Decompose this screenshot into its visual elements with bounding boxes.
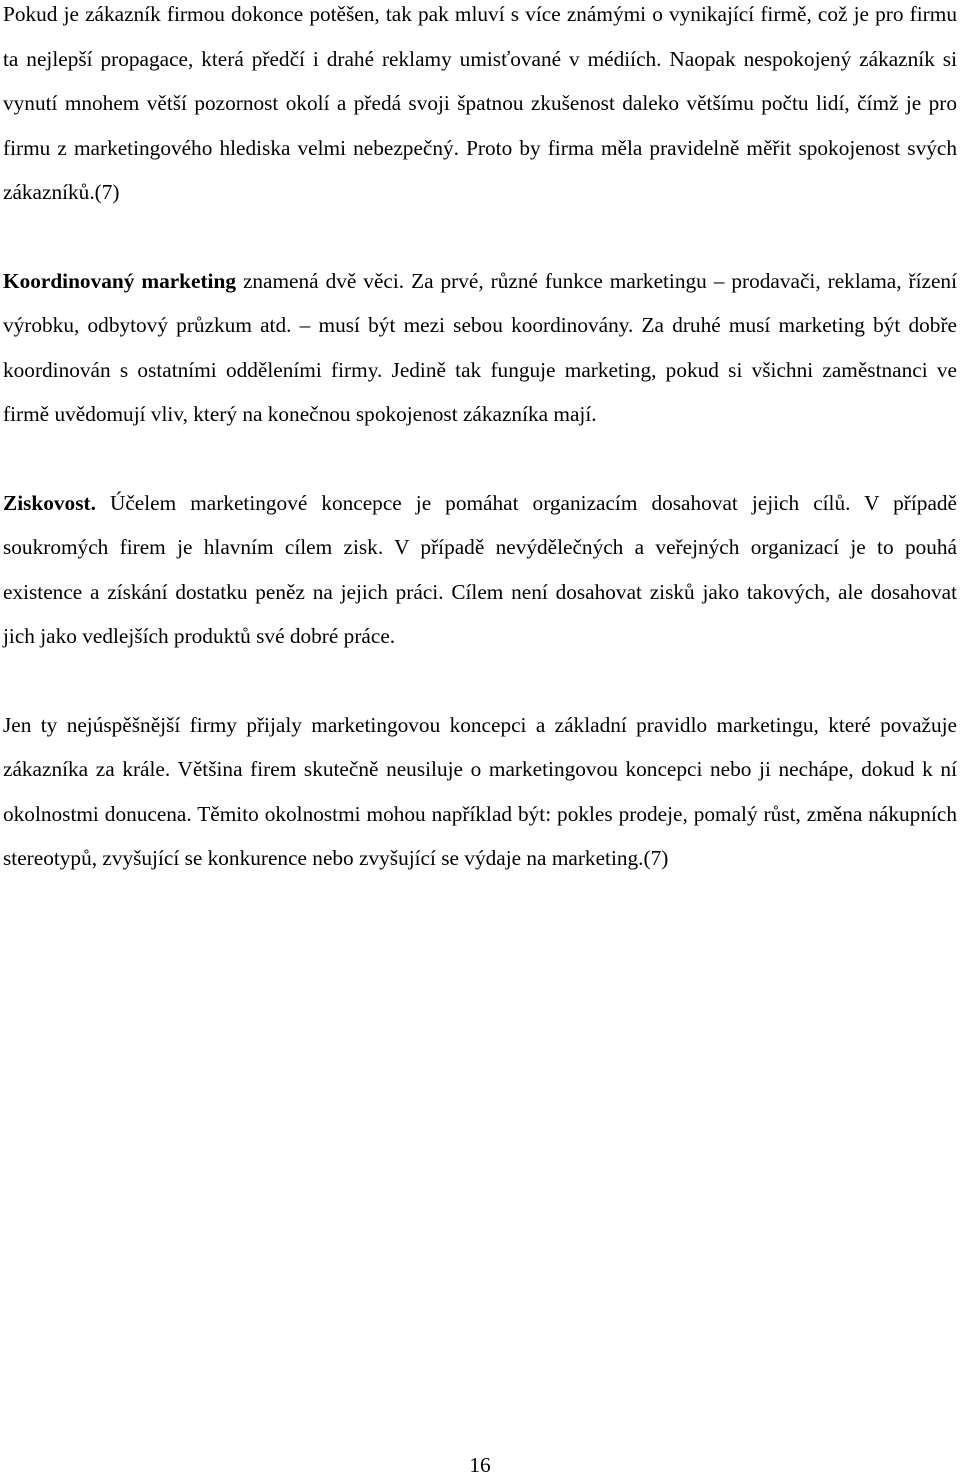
paragraph-adoption: [3, 703, 957, 881]
paragraph-heading: Koordinovaný marketing: [3, 268, 236, 293]
paragraph-text: Jen ty nejúspěšnější firmy přijaly marketingovou koncepci a základní pravidlo marketingu, které považuje zákazníka za krále. Většina firem skutečně neusiluje o marketingovou koncepci nebo ji nechápe, dokud k ní okolnostmi donucena. Těmito okolnostmi mohou například být: pokles prodeje, pomalý růst, změna nákupních stereotypů, zvyšující se konkurence nebo zvyšující se výdaje na marketing.(7): [3, 712, 957, 870]
paragraph-heading: Ziskovost.: [3, 490, 96, 515]
paragraph-profitability: [3, 481, 957, 659]
paragraph-text: znamená dvě věci. Za prvé, různé funkce marketingu – prodavači, reklama, řízení výrobku, odbytový průzkum atd. – musí být mezi sebou koordinovány. Za druhé musí marketing být dobře koordinován s ostatními odděleními firmy. Jedině tak funguje marketing, pokud si všichni zaměstnanci ve firmě uvědomují vliv, který na konečnou spokojenost zákazníka mají.: [3, 268, 957, 426]
paragraph-text: Účelem marketingové koncepce je pomáhat organizacím dosahovat jejich cílů. V případě soukromých firem je hlavním cílem zisk. V případě nevýdělečných a veřejných organizací je to pouhá existence a získání dostatku peněz na jejich práci. Cílem není dosahovat zisků jako takových, ale dosahovat jich jako vedlejších produktů své dobré práce.: [3, 490, 957, 648]
document-body: [3, 0, 957, 881]
page-number: 16: [469, 1453, 491, 1477]
paragraph-coordinated-marketing: [3, 259, 957, 437]
paragraph-customer-satisfaction: [3, 0, 957, 215]
paragraph-text: Pokud je zákazník firmou dokonce potěšen, tak pak mluví s více známými o vynikající firmě, což je pro firmu ta nejlepší propagace, která předčí i drahé reklamy umisťované v médiích. Naopak nespokojený zákazník si vynutí mnohem větší pozornost okolí a předá svoji špatnou zkušenost daleko většímu počtu lidí, čímž je pro firmu z marketingového hlediska velmi nebezpečný. Proto by firma měla pravidelně měřit spokojenost svých zákazníků.(7): [3, 2, 957, 204]
